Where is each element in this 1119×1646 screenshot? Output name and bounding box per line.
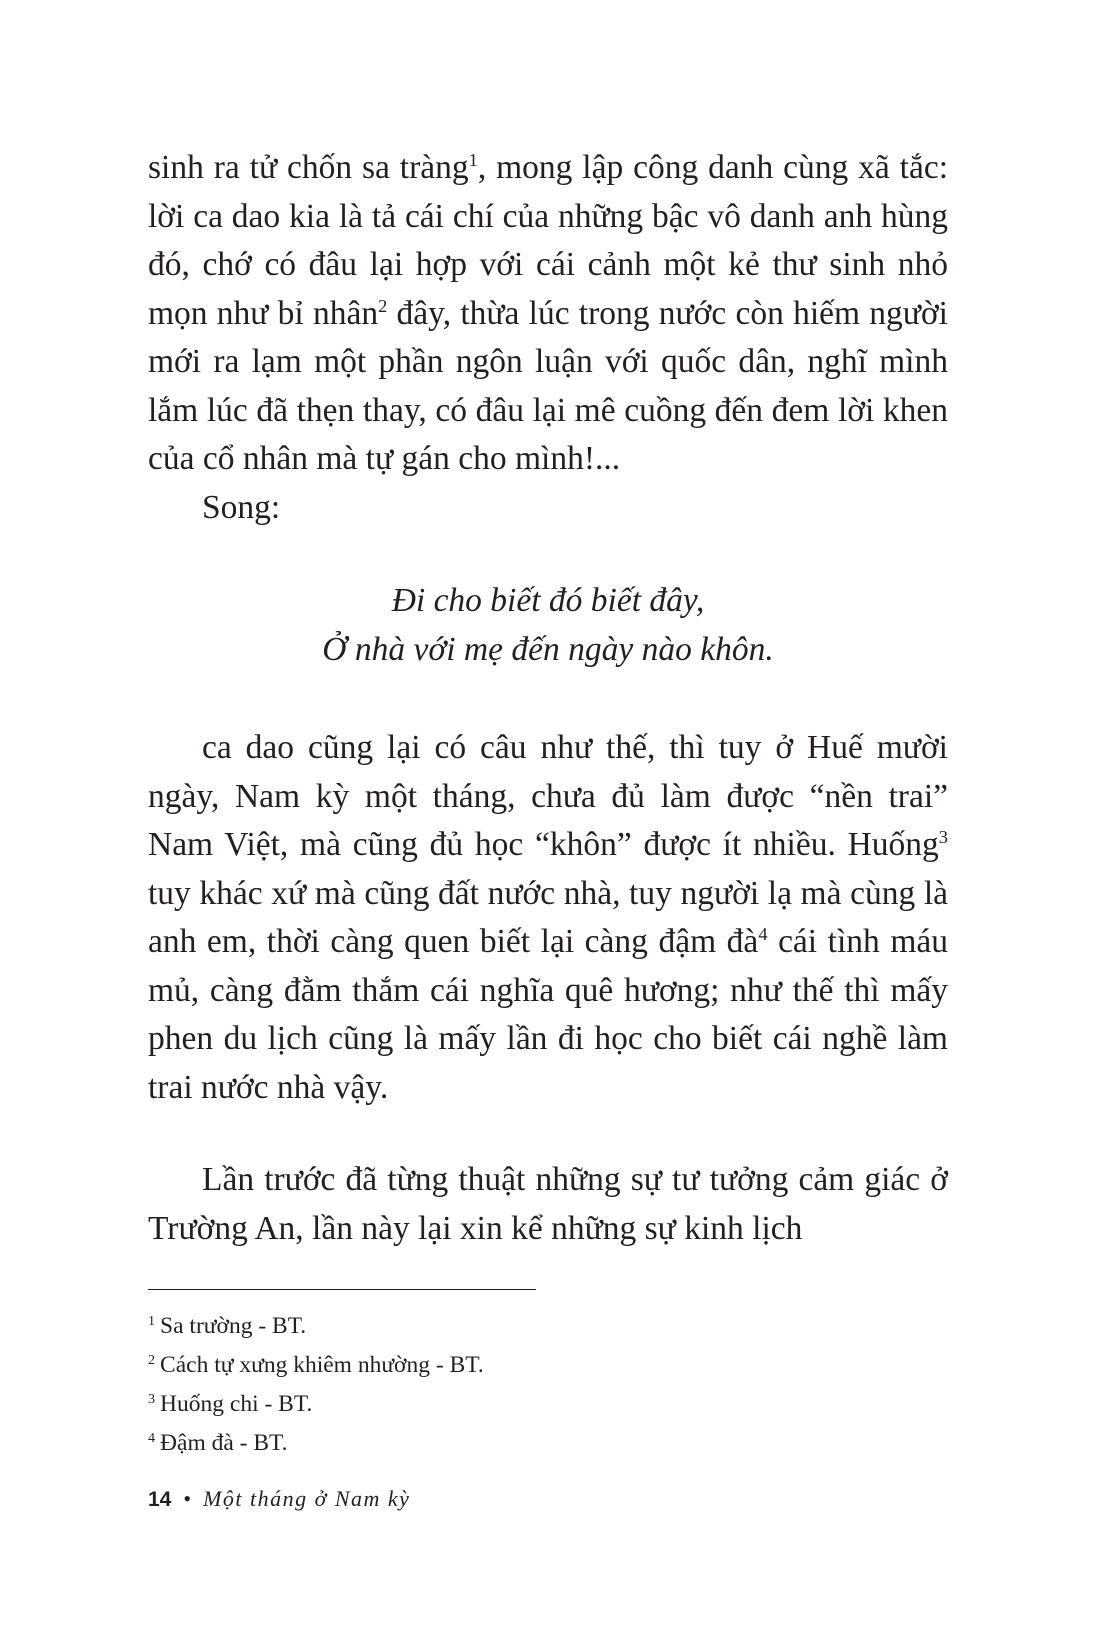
footnote-2: [148, 1350, 848, 1389]
paragraph-3-text-c: cái tình máu mủ, càng đằm thắm cái nghĩa quê hương; như thế thì mấy phen du lịch cũng là mấy lần đi học cho biết cái nghề làm trai nước nhà vậy.: [148, 923, 949, 1106]
footnote-text: Sa trường - BT.: [160, 1313, 307, 1339]
paragraph-3: [148, 724, 948, 1112]
paragraph-1-text-b: , mong lập công danh cùng xã tắc: lời ca dao kia là tả cái chí của những bậc vô danh anh hùng đó, chớ có đâu lại hợp với cái cảnh một kẻ thư sinh nhỏ mọn như bỉ nhân: [148, 149, 948, 332]
footnote-ref-3: 3: [938, 827, 948, 848]
paragraph-1: [148, 144, 948, 484]
footnote-separator: [148, 1289, 536, 1290]
poem-line-1: Đi cho biết đó biết đây,: [391, 582, 705, 619]
footnote-ref-4: 4: [758, 924, 768, 945]
paragraph-1-text-a: sinh ra tử chốn sa tràng: [148, 149, 469, 186]
paragraph-3-text-a: ca dao cũng lại có câu như thế, thì tuy ở Huế mười ngày, Nam kỳ một tháng, chưa đủ làm được “nền trai” Nam Việt, mà cũng đủ học “khôn” được ít nhiều. Huống: [148, 729, 948, 863]
footnote-4: [148, 1428, 848, 1467]
footnote-number: 3: [148, 1391, 156, 1408]
footnote-text: Cách tự xưng khiêm nhường - BT.: [160, 1352, 484, 1378]
paragraph-2: Song:: [202, 488, 281, 526]
book-title: Một tháng ở Nam kỳ: [203, 1486, 411, 1511]
footnote-3: [148, 1389, 848, 1428]
footnotes: [148, 1311, 848, 1467]
paragraph-1-text-c: đây, thừa lúc trong nước còn hiếm người mới ra lạm một phần ngôn luận với quốc dân, nghĩ mình lắm lúc đã thẹn thay, có đâu lại mê cuồng đến đem lời khen của cổ nhân mà tự gán cho mình!...: [148, 294, 948, 477]
footnote-ref-2: 2: [378, 295, 388, 316]
running-footer: [148, 1486, 410, 1512]
footnote-number: 1: [148, 1313, 156, 1330]
page-number: 14: [148, 1488, 172, 1511]
paragraph-3-text-b: tuy khác xứ mà cũng đất nước nhà, tuy người lạ mà cùng là anh em, thời càng quen biết lại càng đậm đà: [148, 874, 948, 960]
footnote-text: Huống chi - BT.: [160, 1391, 313, 1417]
footnote-1: [148, 1311, 848, 1350]
poem-verse: [148, 576, 948, 674]
paragraph-4: Lần trước đã từng thuật những sự tư tưởng cảm giác ở Trường An, lần này lại xin kể những sự kinh lịch: [148, 1161, 948, 1247]
footnote-ref-1: 1: [468, 150, 478, 171]
poem-line-2: Ở nhà với mẹ đến ngày nào khôn.: [322, 631, 774, 668]
body-text: [148, 144, 948, 1253]
footnote-number: 2: [148, 1352, 156, 1369]
footnote-number: 4: [148, 1430, 156, 1447]
footnote-text: Đậm đà - BT.: [160, 1430, 288, 1456]
footer-bullet: •: [183, 1486, 192, 1511]
